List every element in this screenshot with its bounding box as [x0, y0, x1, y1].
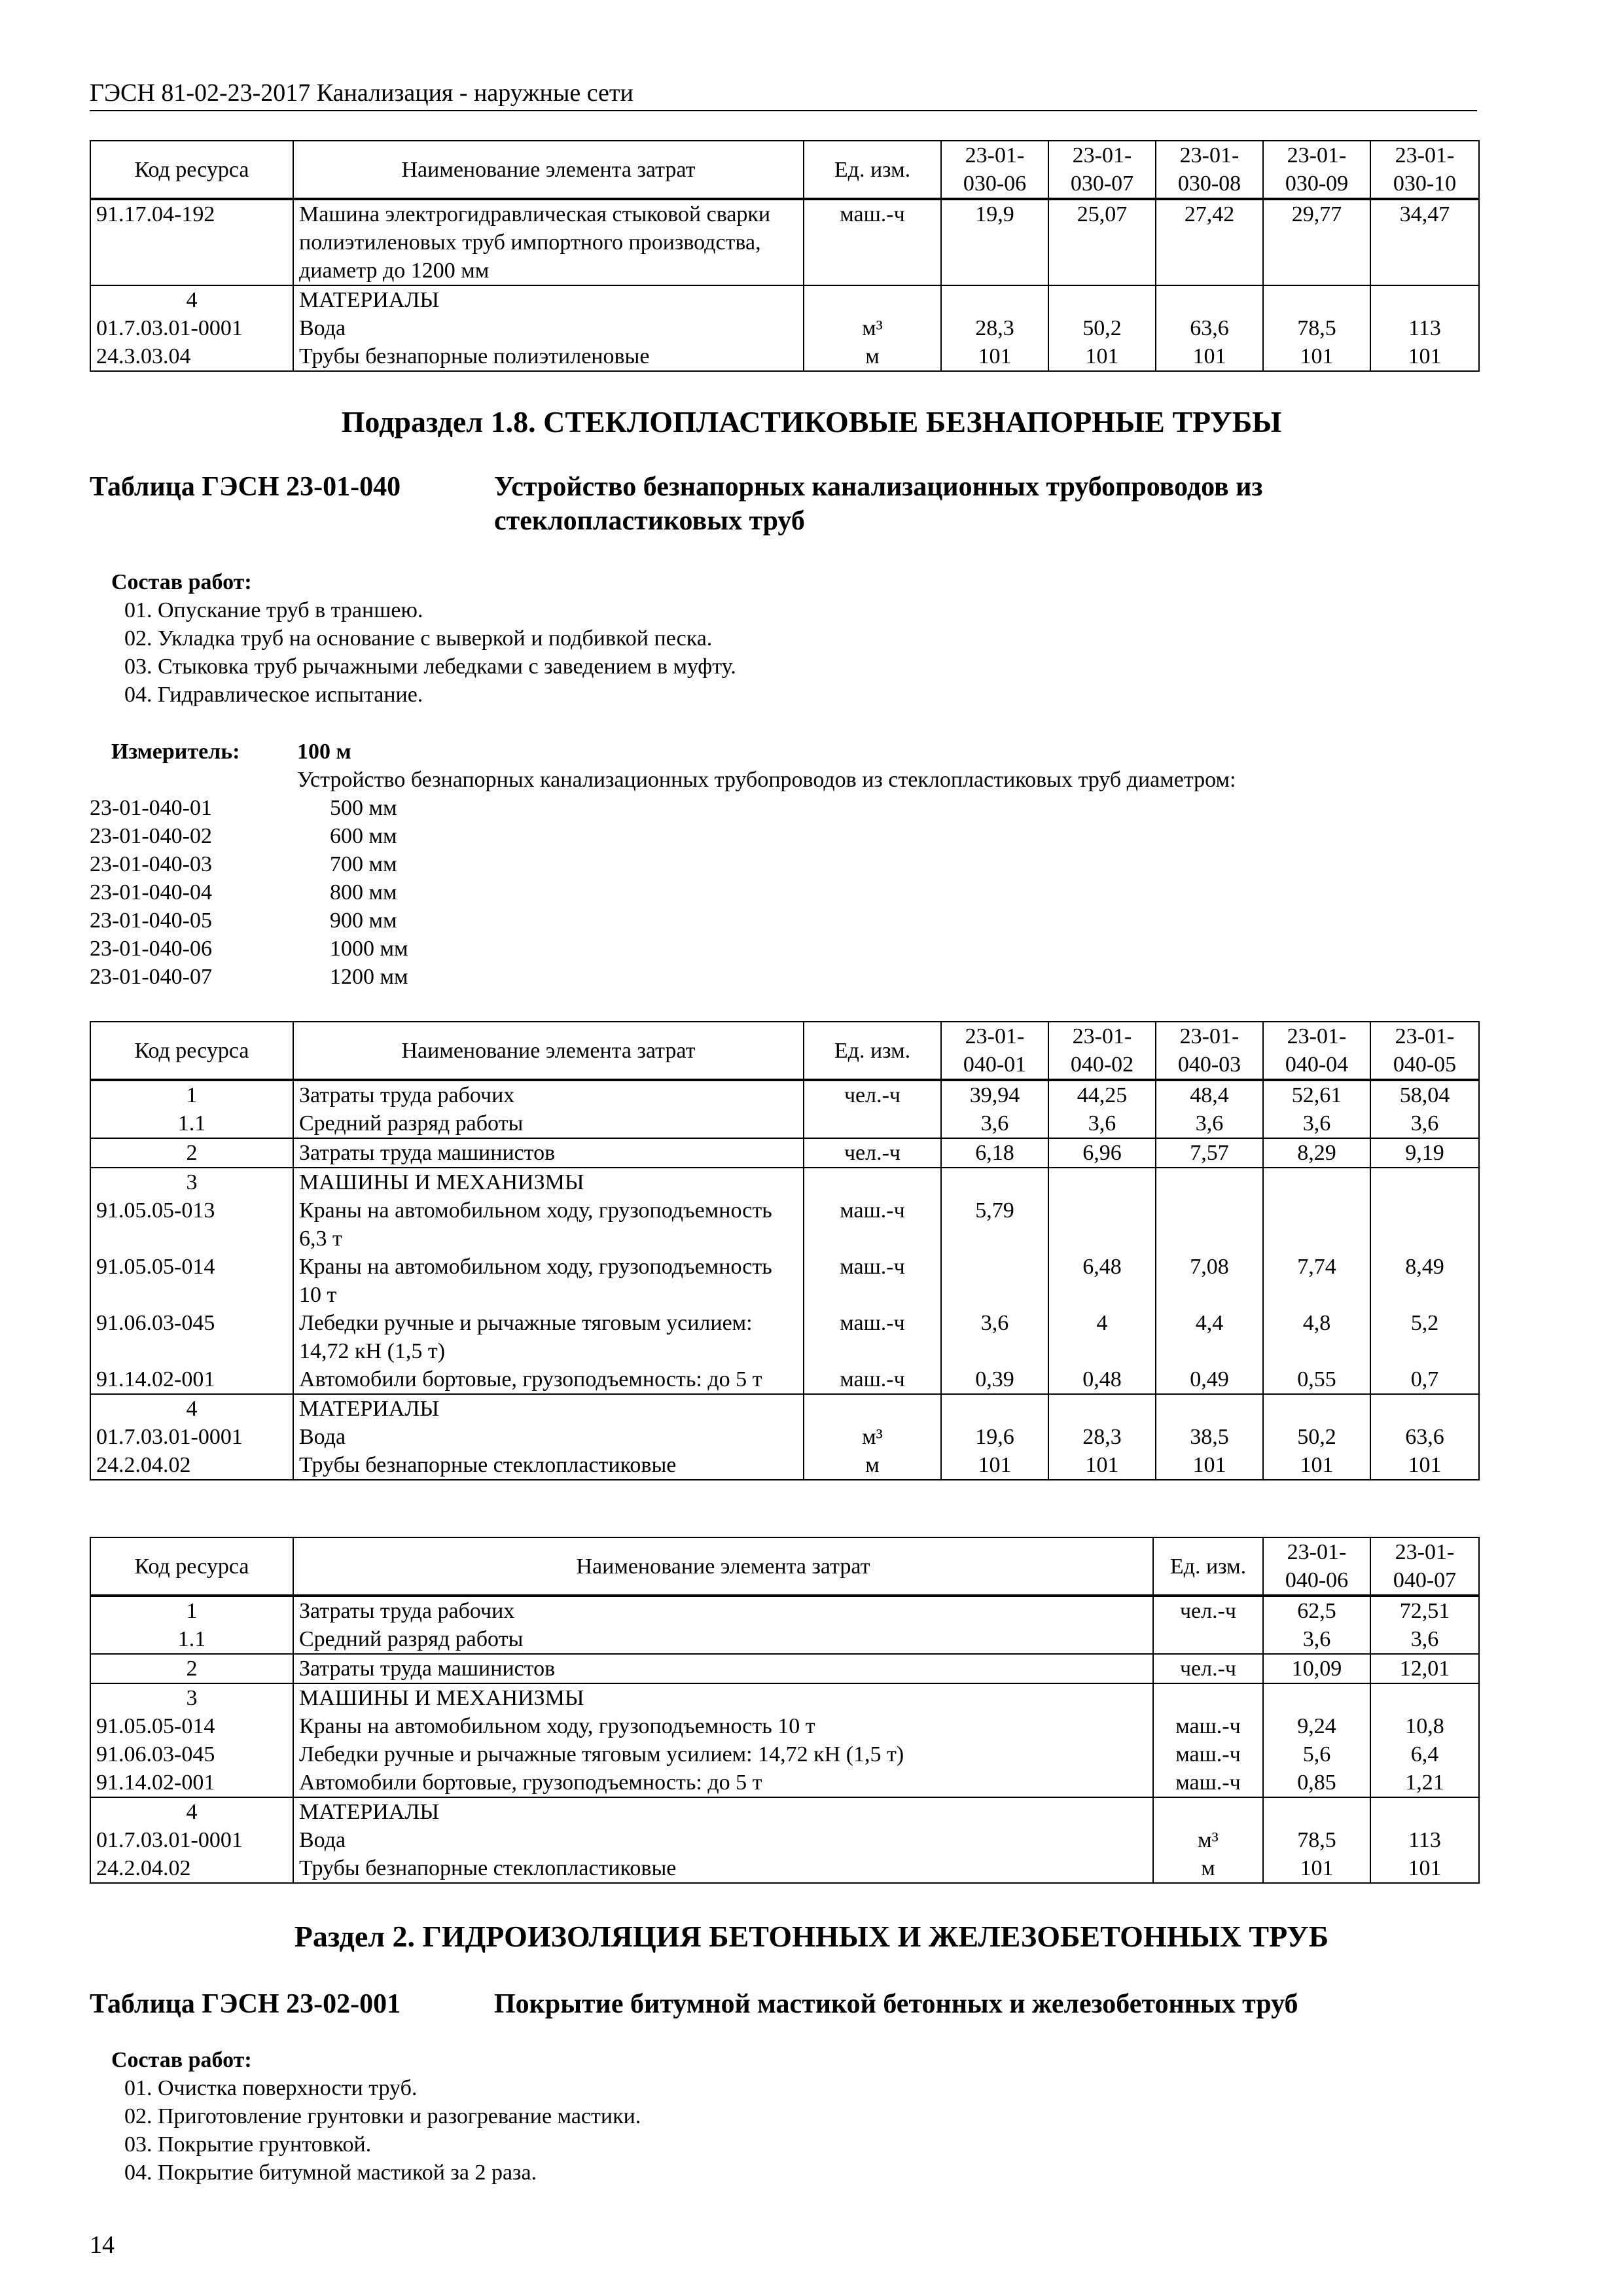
resource-name: Вода: [293, 314, 804, 342]
value-cell: 27,42: [1156, 199, 1263, 285]
table-row: [90, 1683, 1479, 1712]
value-cell: 3,6: [1263, 1109, 1370, 1138]
value-cell: [1370, 1196, 1479, 1253]
value-cell: [1263, 1683, 1370, 1712]
measure-value: 500 мм: [330, 796, 397, 820]
value-cell: 9,24: [1263, 1712, 1370, 1740]
unit-cell: маш.-ч: [1153, 1712, 1263, 1740]
unit-cell: маш.-ч: [804, 1365, 941, 1394]
value-cell: [1263, 285, 1370, 314]
measure-code: 23-01-040-01: [90, 796, 212, 820]
resource-name: МАШИНЫ И МЕХАНИЗМЫ: [293, 1168, 804, 1196]
value-cell: [1048, 1394, 1156, 1423]
value-cell: 7,08: [1156, 1253, 1263, 1309]
resource-code: 91.17.04-192: [90, 199, 293, 285]
value-cell: 9,19: [1370, 1138, 1479, 1168]
value-cell: 63,6: [1370, 1423, 1479, 1451]
value-cell: 0,7: [1370, 1365, 1479, 1394]
value-cell: 29,77: [1263, 199, 1370, 285]
resource-name: МАТЕРИАЛЫ: [293, 1797, 1153, 1826]
value-cell: [1370, 1683, 1479, 1712]
measure-code: 23-01-040-03: [90, 852, 212, 876]
value-cell: 101: [1156, 342, 1263, 371]
resource-name: Лебедки ручные и рычажные тяговым усилием: 14,72 кН (1,5 т): [293, 1740, 1153, 1768]
measurement-block: [90, 738, 1477, 991]
unit-cell: чел.-ч: [804, 1138, 941, 1168]
value-cell: 3,6: [1048, 1109, 1156, 1138]
unit-cell: м³: [804, 314, 941, 342]
resource-name: Краны на автомобильном ходу, грузоподъемность 10 т: [293, 1712, 1153, 1740]
value-cell: [1263, 1168, 1370, 1196]
measure-value: 900 мм: [330, 908, 397, 933]
work-item: 04. Гидравлическое испытание.: [124, 683, 423, 707]
resource-code: 91.05.05-014: [90, 1712, 293, 1740]
table-row: [90, 1394, 1479, 1423]
table-row: [90, 1768, 1479, 1797]
value-cell: 50,2: [1263, 1423, 1370, 1451]
table-label: Таблица ГЭСН 23-01-040: [90, 472, 401, 502]
work-composition-1: [111, 568, 736, 709]
resource-name: Трубы безнапорные полиэтиленовые: [293, 342, 804, 371]
value-cell: 6,4: [1370, 1740, 1479, 1768]
resource-name: Средний разряд работы: [293, 1109, 804, 1138]
value-cell: [941, 1394, 1048, 1423]
value-cell: 6,48: [1048, 1253, 1156, 1309]
unit-cell: маш.-ч: [804, 1253, 941, 1309]
resource-name: Вода: [293, 1423, 804, 1451]
resource-name: МАШИНЫ И МЕХАНИЗМЫ: [293, 1683, 1153, 1712]
table-row: [90, 1138, 1479, 1168]
table-row: [90, 1423, 1479, 1451]
resource-name: Затраты труда машинистов: [293, 1654, 1153, 1683]
table-row: [90, 1196, 1479, 1253]
unit-cell: [804, 1109, 941, 1138]
resource-name: Трубы безнапорные стеклопластиковые: [293, 1451, 804, 1480]
value-cell: 4,8: [1263, 1309, 1370, 1365]
value-cell: [1263, 1797, 1370, 1826]
resource-code: 4: [90, 285, 293, 314]
value-cell: 8,29: [1263, 1138, 1370, 1168]
header-cell: Код ресурса: [90, 1537, 293, 1596]
header-cell: 23-01- 030-08: [1156, 141, 1263, 199]
resource-code: 24.2.04.02: [90, 1854, 293, 1883]
value-cell: [941, 285, 1048, 314]
unit-cell: м: [1153, 1854, 1263, 1883]
value-cell: 6,96: [1048, 1138, 1156, 1168]
resource-code: 2: [90, 1654, 293, 1683]
unit-cell: м³: [804, 1423, 941, 1451]
resource-name: Автомобили бортовые, грузоподъемность: до 5 т: [293, 1768, 1153, 1797]
works-heading: Состав работ:: [111, 570, 252, 594]
table-row: [90, 1854, 1479, 1883]
header-cell: 23-01- 040-06: [1263, 1537, 1370, 1596]
resource-name: МАТЕРИАЛЫ: [293, 285, 804, 314]
measure-code: 23-01-040-06: [90, 937, 212, 961]
table-row: [90, 1654, 1479, 1683]
unit-cell: маш.-ч: [804, 199, 941, 285]
resource-name: Трубы безнапорные стеклопластиковые: [293, 1854, 1153, 1883]
value-cell: [941, 1168, 1048, 1196]
value-cell: [1156, 1196, 1263, 1253]
resource-name: Краны на автомобильном ходу, грузоподъемность 10 т: [293, 1253, 804, 1309]
table-row: [90, 1080, 1479, 1109]
resource-code: 1.1: [90, 1109, 293, 1138]
running-header: ГЭСН 81-02-23-2017 Канализация - наружные сети: [90, 77, 1477, 111]
measure-code: 23-01-040-05: [90, 908, 212, 933]
value-cell: 113: [1370, 1826, 1479, 1854]
measure-code: 23-01-040-07: [90, 965, 212, 989]
header-cell: 23-01- 040-01: [941, 1022, 1048, 1080]
resource-name: Краны на автомобильном ходу, грузоподъемность 6,3 т: [293, 1196, 804, 1253]
value-cell: 101: [1048, 342, 1156, 371]
value-cell: 101: [1156, 1451, 1263, 1480]
subsection-title: Подраздел 1.8. СТЕКЛОПЛАСТИКОВЫЕ БЕЗНАПОРНЫЕ ТРУБЫ: [341, 405, 1282, 439]
table-row: [90, 285, 1479, 314]
unit-cell: м³: [1153, 1826, 1263, 1854]
value-cell: [1156, 285, 1263, 314]
value-cell: 0,85: [1263, 1768, 1370, 1797]
value-cell: 101: [941, 342, 1048, 371]
value-cell: [1370, 1797, 1479, 1826]
resource-code: 24.2.04.02: [90, 1451, 293, 1480]
value-cell: 44,25: [1048, 1080, 1156, 1109]
table-row: [90, 1365, 1479, 1394]
value-cell: 7,74: [1263, 1253, 1370, 1309]
header-cell: Наименование элемента затрат: [293, 141, 804, 199]
measure-code: 23-01-040-02: [90, 824, 212, 848]
resource-code: 3: [90, 1168, 293, 1196]
measure-label: Измеритель:: [111, 740, 240, 764]
work-composition-2: [111, 2046, 641, 2187]
value-cell: 12,01: [1370, 1654, 1479, 1683]
table-row: [90, 342, 1479, 371]
resource-code: 24.3.03.04: [90, 342, 293, 371]
value-cell: 3,6: [941, 1109, 1048, 1138]
resource-code: 1: [90, 1596, 293, 1625]
table-title-23-01-040: [90, 470, 1477, 542]
value-cell: 28,3: [1048, 1423, 1156, 1451]
resource-code: 01.7.03.01-0001: [90, 1423, 293, 1451]
value-cell: 101: [1263, 1451, 1370, 1480]
value-cell: 25,07: [1048, 199, 1156, 285]
table-description: Покрытие битумной мастикой бетонных и железобетонных труб: [494, 1989, 1298, 2019]
header-cell: 23-01- 040-07: [1370, 1537, 1479, 1596]
unit-cell: [1153, 1797, 1263, 1826]
work-item: 02. Приготовление грунтовки и разогревание мастики.: [124, 2104, 641, 2128]
header-cell: Ед. изм.: [1153, 1537, 1263, 1596]
resource-code: 3: [90, 1683, 293, 1712]
value-cell: 10,09: [1263, 1654, 1370, 1683]
value-cell: [1370, 1394, 1479, 1423]
value-cell: [941, 1253, 1048, 1309]
value-cell: 5,79: [941, 1196, 1048, 1253]
table-header-row: [90, 1022, 1479, 1080]
value-cell: 7,57: [1156, 1138, 1263, 1168]
page-number: 14: [90, 2231, 115, 2259]
value-cell: 50,2: [1048, 314, 1156, 342]
value-cell: 62,5: [1263, 1596, 1370, 1625]
resource-code: 91.06.03-045: [90, 1309, 293, 1365]
table-row: [90, 1109, 1479, 1138]
header-cell: 23-01- 040-04: [1263, 1022, 1370, 1080]
value-cell: 3,6: [1370, 1109, 1479, 1138]
measure-value: 800 мм: [330, 880, 397, 905]
resource-code: 91.06.03-045: [90, 1740, 293, 1768]
value-cell: 101: [1048, 1451, 1156, 1480]
table-row: [90, 1740, 1479, 1768]
table-header-row: [90, 141, 1479, 199]
works-heading: Состав работ:: [111, 2048, 252, 2072]
unit-cell: [804, 1394, 941, 1423]
resource-name: Средний разряд работы: [293, 1625, 1153, 1654]
unit-cell: маш.-ч: [1153, 1740, 1263, 1768]
value-cell: [1048, 1196, 1156, 1253]
work-item: 02. Укладка труб на основание с выверкой и подбивкой песка.: [124, 626, 713, 651]
value-cell: 38,5: [1156, 1423, 1263, 1451]
header-cell: 23-01- 030-09: [1263, 141, 1370, 199]
resource-name: Затраты труда машинистов: [293, 1138, 804, 1168]
resource-name: Машина электрогидравлическая стыковой сварки полиэтиленовых труб импортного производства, диаметр до 1200 мм: [293, 199, 804, 285]
measure-value: 1200 мм: [330, 965, 408, 989]
table-row: [90, 1309, 1479, 1365]
resource-name: Затраты труда рабочих: [293, 1080, 804, 1109]
unit-cell: [1153, 1625, 1263, 1654]
measure-unit: 100 м: [297, 740, 351, 764]
resource-code: 91.05.05-014: [90, 1253, 293, 1309]
table-row: [90, 314, 1479, 342]
value-cell: 28,3: [941, 314, 1048, 342]
value-cell: 39,94: [941, 1080, 1048, 1109]
table-row: [90, 1625, 1479, 1654]
value-cell: 78,5: [1263, 1826, 1370, 1854]
value-cell: 0,39: [941, 1365, 1048, 1394]
value-cell: 52,61: [1263, 1080, 1370, 1109]
header-cell: 23-01- 030-07: [1048, 141, 1156, 199]
value-cell: 5,2: [1370, 1309, 1479, 1365]
table-row: [90, 1451, 1479, 1480]
value-cell: 8,49: [1370, 1253, 1479, 1309]
resource-code: 2: [90, 1138, 293, 1168]
value-cell: 4: [1048, 1309, 1156, 1365]
unit-cell: [804, 1168, 941, 1196]
table-row: [90, 1168, 1479, 1196]
value-cell: 3,6: [1370, 1625, 1479, 1654]
unit-cell: м: [804, 342, 941, 371]
table-row: [90, 1253, 1479, 1309]
value-cell: [1156, 1394, 1263, 1423]
value-cell: 10,8: [1370, 1712, 1479, 1740]
unit-cell: чел.-ч: [1153, 1596, 1263, 1625]
value-cell: 101: [1263, 342, 1370, 371]
value-cell: 3,6: [1263, 1625, 1370, 1654]
unit-cell: [804, 285, 941, 314]
value-cell: 101: [1370, 1854, 1479, 1883]
value-cell: [1263, 1196, 1370, 1253]
unit-cell: м: [804, 1451, 941, 1480]
header-cell: 23-01- 040-02: [1048, 1022, 1156, 1080]
value-cell: 78,5: [1263, 314, 1370, 342]
resource-name: Лебедки ручные и рычажные тяговым усилием: 14,72 кН (1,5 т): [293, 1309, 804, 1365]
value-cell: 3,6: [941, 1309, 1048, 1365]
value-cell: 19,6: [941, 1423, 1048, 1451]
resource-code: 91.05.05-013: [90, 1196, 293, 1253]
value-cell: [1156, 1168, 1263, 1196]
measure-value: 1000 мм: [330, 937, 408, 961]
work-item: 04. Покрытие битумной мастикой за 2 раза.: [124, 2161, 537, 2185]
resource-code: 4: [90, 1394, 293, 1423]
resource-code: 01.7.03.01-0001: [90, 314, 293, 342]
value-cell: 0,55: [1263, 1365, 1370, 1394]
value-cell: 5,6: [1263, 1740, 1370, 1768]
unit-cell: [1153, 1683, 1263, 1712]
header-cell: 23-01- 030-10: [1370, 141, 1479, 199]
header-cell: Наименование элемента затрат: [293, 1022, 804, 1080]
measure-value: 700 мм: [330, 852, 397, 876]
header-cell: Наименование элемента затрат: [293, 1537, 1153, 1596]
resource-name: Затраты труда рабочих: [293, 1596, 1153, 1625]
header-cell: 23-01- 040-05: [1370, 1022, 1479, 1080]
value-cell: 101: [941, 1451, 1048, 1480]
header-cell: 23-01- 040-03: [1156, 1022, 1263, 1080]
value-cell: 3,6: [1156, 1109, 1263, 1138]
header-cell: 23-01- 030-06: [941, 141, 1048, 199]
value-cell: 6,18: [941, 1138, 1048, 1168]
table-row: [90, 1712, 1479, 1740]
table-row: [90, 1826, 1479, 1854]
resource-name: Вода: [293, 1826, 1153, 1854]
value-cell: 4,4: [1156, 1309, 1263, 1365]
value-cell: 0,48: [1048, 1365, 1156, 1394]
unit-cell: чел.-ч: [804, 1080, 941, 1109]
measure-description: Устройство безнапорных канализационных трубопроводов из стеклопластиковых труб диаметром:: [297, 768, 1236, 792]
value-cell: 63,6: [1156, 314, 1263, 342]
value-cell: [1370, 285, 1479, 314]
resource-code: 91.14.02-001: [90, 1768, 293, 1797]
value-cell: [1370, 1168, 1479, 1196]
value-cell: 48,4: [1156, 1080, 1263, 1109]
value-cell: 101: [1370, 342, 1479, 371]
table-description: Устройство безнапорных канализационных трубопроводов из стеклопластиковых труб: [494, 472, 1263, 536]
value-cell: 101: [1370, 1451, 1479, 1480]
resource-table-030: [90, 140, 1480, 372]
value-cell: 1,21: [1370, 1768, 1479, 1797]
work-item: 03. Стыковка труб рычажными лебедками с заведением в муфту.: [124, 655, 736, 679]
value-cell: 34,47: [1370, 199, 1479, 285]
table-row: [90, 199, 1479, 285]
resource-name: Автомобили бортовые, грузоподъемность: до 5 т: [293, 1365, 804, 1394]
table-row: [90, 1797, 1479, 1826]
table-row: [90, 1596, 1479, 1625]
work-item: 01. Очистка поверхности труб.: [124, 2076, 418, 2100]
unit-cell: маш.-ч: [1153, 1768, 1263, 1797]
value-cell: 58,04: [1370, 1080, 1479, 1109]
resource-code: 1.1: [90, 1625, 293, 1654]
value-cell: 0,49: [1156, 1365, 1263, 1394]
value-cell: [1263, 1394, 1370, 1423]
table-header-row: [90, 1537, 1479, 1596]
value-cell: 72,51: [1370, 1596, 1479, 1625]
resource-code: 91.14.02-001: [90, 1365, 293, 1394]
table-label: Таблица ГЭСН 23-02-001: [90, 1989, 401, 2019]
header-cell: Ед. изм.: [804, 141, 941, 199]
value-cell: 101: [1263, 1854, 1370, 1883]
resource-code: 01.7.03.01-0001: [90, 1826, 293, 1854]
header-cell: Код ресурса: [90, 141, 293, 199]
unit-cell: чел.-ч: [1153, 1654, 1263, 1683]
header-cell: Код ресурса: [90, 1022, 293, 1080]
resource-code: 4: [90, 1797, 293, 1826]
unit-cell: маш.-ч: [804, 1196, 941, 1253]
value-cell: [1048, 285, 1156, 314]
value-cell: 19,9: [941, 199, 1048, 285]
unit-cell: маш.-ч: [804, 1309, 941, 1365]
table-title-23-02-001: [90, 1987, 1477, 2026]
measure-value: 600 мм: [330, 824, 397, 848]
header-cell: Ед. изм.: [804, 1022, 941, 1080]
work-item: 03. Покрытие грунтовкой.: [124, 2132, 372, 2157]
value-cell: [1048, 1168, 1156, 1196]
measure-code: 23-01-040-04: [90, 880, 212, 905]
resource-name: МАТЕРИАЛЫ: [293, 1394, 804, 1423]
resource-table-040-a: [90, 1021, 1480, 1480]
work-item: 01. Опускание труб в траншею.: [124, 598, 423, 622]
resource-table-040-b: [90, 1537, 1480, 1884]
resource-code: 1: [90, 1080, 293, 1109]
section-title: Раздел 2. ГИДРОИЗОЛЯЦИЯ БЕТОННЫХ И ЖЕЛЕЗОБЕТОННЫХ ТРУБ: [294, 1920, 1329, 1953]
value-cell: 113: [1370, 314, 1479, 342]
